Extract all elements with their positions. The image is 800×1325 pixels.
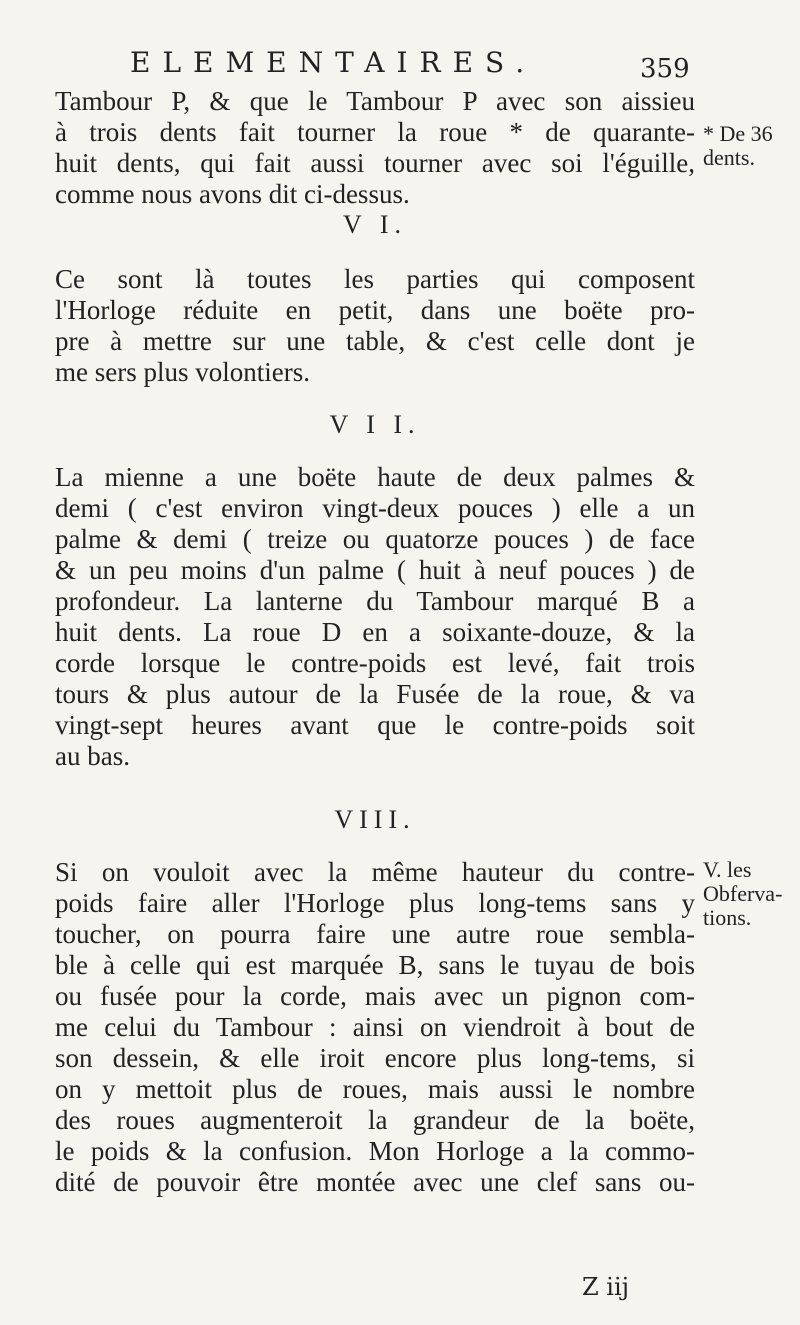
text-line: le poids & la confusion. Mon Horloge a la commo- [55,1136,695,1166]
text-line: palme & demi ( treize ou quatorze pouces ) de face [55,524,695,554]
text-line: l'Horloge réduite en petit, dans une boëte pro- [55,295,695,325]
text-line: huit dents. La roue D en a soixante-douze, & la [55,617,695,647]
margin-note-observations: V. les Obferva-tions. [703,857,783,930]
page-number: 359 [640,54,690,84]
catchword: Z iij [582,1273,630,1301]
text-line: comme nous avons dit ci-dessus. [55,179,410,209]
text-line: huit dents, qui fait aussi tourner avec soi l'éguille, [55,148,695,178]
text-line: Ce sont là toutes les parties qui composent [55,264,695,294]
text-line: tours & plus autour de la Fusée de la roue, & va [55,679,695,709]
text-line: pre à mettre sur une table, & c'est celle dont je [55,326,695,356]
text-line: vingt-sept heures avant que le contre-poids soit [55,710,695,740]
section-numeral: V I I. [329,410,421,439]
text-line: toucher, on pourra faire une autre roue sembla- [55,919,695,949]
text-line: ble à celle qui est marquée B, sans le tuyau de bois [55,950,695,980]
text-line: me sers plus volontiers. [55,357,310,387]
section-numeral: VIII. [334,805,416,834]
text-line: profondeur. La lanterne du Tambour marqué B a [55,586,695,616]
text-line: corde lorsque le contre-poids est levé, fait trois [55,648,695,678]
text-line: on y mettoit plus de roues, mais aussi le nombre [55,1074,695,1104]
text-line: son dessein, & elle iroit encore plus long-tems, si [55,1043,695,1073]
text-line: poids faire aller l'Horloge plus long-tems sans y [55,888,695,918]
margin-note-teeth: * De 36 dents. [703,121,773,170]
text-line: au bas. [55,741,130,771]
text-line: à trois dents fait tourner la roue * de quarante- [55,117,695,147]
text-line: me celui du Tambour : ainsi on viendroit à bout de [55,1012,695,1042]
text-line: & un peu moins d'un palme ( huit à neuf pouces ) de [55,555,695,585]
text-line: La mienne a une boëte haute de deux palmes & [55,462,695,492]
text-line: Tambour P, & que le Tambour P avec son aissieu [55,86,695,116]
text-line: demi ( c'est environ vingt-deux pouces ) elle a un [55,493,695,523]
paragraph-continuation [55,86,695,210]
text-line: Si on vouloit avec la même hauteur du contre- [55,857,695,887]
text-line: des roues augmenteroit la grandeur de la boëte, [55,1105,695,1135]
text-line: dité de pouvoir être montée avec une clef sans ou- [55,1167,695,1197]
section-numeral: V I. [343,210,407,239]
text-line: ou fusée pour la corde, mais avec un pignon com- [55,981,695,1011]
running-head: ELEMENTAIRES. [130,46,537,79]
